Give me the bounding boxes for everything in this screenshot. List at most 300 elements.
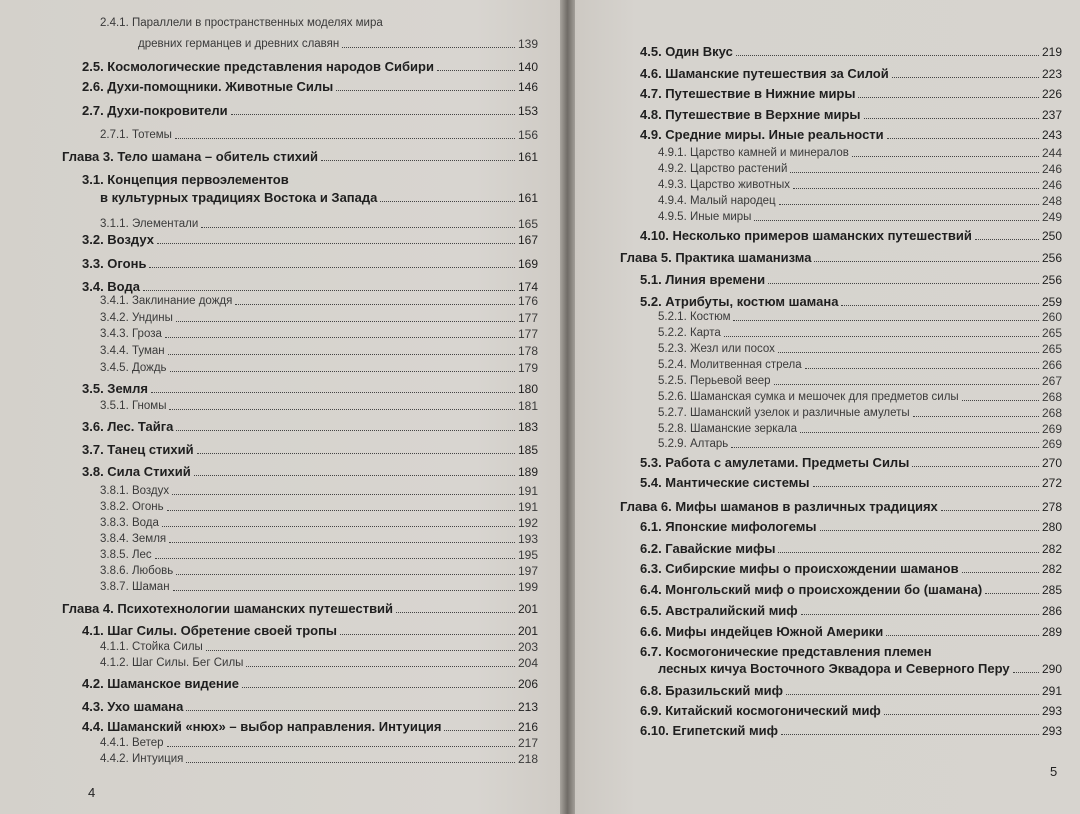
toc-page-number: 260 [1041,310,1062,324]
toc-entry-number: 3.1. [82,172,104,187]
toc-entry[interactable] [100,580,538,594]
toc-entry-title-line1 [82,172,289,187]
dot-leader [801,613,1039,615]
dot-leader [781,733,1039,735]
toc-entry[interactable] [640,45,1062,59]
toc-entry-label: 5.2.6. Шаманская сумка и мешочек для предметов силы [658,391,959,403]
toc-entry-label: 3.4.1. Заклинание дождя [100,295,233,307]
toc-entry-label: 4.3. Ухо шамана [82,699,184,714]
dot-leader [167,509,515,511]
toc-page-number: 174 [517,280,538,294]
toc-page-number: 280 [1041,520,1062,534]
toc-entry-label: 3.6. Лес. Тайга [82,419,174,434]
dot-leader [892,76,1039,78]
toc-page-number: 293 [1041,704,1062,718]
toc-entry-title: Космогонические представления племен [661,644,932,659]
toc-entry-label: 3.4.4. Туман [100,345,165,357]
toc-entry[interactable] [100,656,538,670]
toc-entry-title-line2: лесных кичуа Восточного Эквадора и Северного Перу [658,661,1010,676]
dot-leader [143,289,515,291]
toc-entry-title: Концепция первоэлементов [103,172,289,187]
toc-page-number: 191 [517,484,538,498]
dot-leader [176,573,515,575]
toc-entry[interactable] [640,684,1062,698]
toc-page-number: 140 [517,60,538,74]
toc-entry[interactable] [640,476,1062,490]
toc-page-number: 201 [517,602,538,616]
toc-page-number: 219 [1041,45,1062,59]
toc-page-number: 195 [517,548,538,562]
dot-leader [814,260,1039,262]
dot-leader [194,474,515,476]
dot-leader [779,203,1039,205]
toc-entry[interactable] [640,562,1062,576]
toc-page-number: 282 [1041,542,1062,556]
toc-entry-label: 4.4.2. Интуиция [100,753,184,765]
toc-entry-label: 4.9.5. Иные миры [658,211,752,223]
toc-entry-label: 6.8. Бразильский миф [640,683,783,698]
toc-entry-label: 4.9.2. Царство растений [658,163,788,175]
toc-entry[interactable] [658,162,1062,176]
toc-entry[interactable] [82,60,538,74]
toc-entry-label: 5.2.9. Алтарь [658,438,729,450]
toc-page-number: 178 [517,344,538,358]
toc-entry[interactable] [658,210,1062,224]
dot-leader [201,226,515,228]
toc-entry[interactable] [640,273,1062,287]
toc-entry-label: 5.3. Работа с амулетами. Предметы Силы [640,455,910,470]
toc-entry-label: 4.10. Несколько примеров шаманских путешествий [640,228,972,243]
toc-entry-label: 6.3. Сибирские мифы о происхождении шаманов [640,561,959,576]
dot-leader [157,242,515,244]
toc-entry[interactable] [82,465,538,479]
toc-entry[interactable] [640,128,1062,142]
dot-leader [985,592,1039,594]
toc-entry-label: 3.8.4. Земля [100,533,167,545]
dot-leader [975,238,1039,240]
toc-entry-number: 2.4.1. [100,17,129,29]
toc-page-number: 192 [517,516,538,530]
toc-entry[interactable] [658,178,1062,192]
toc-entry-label: Глава 5. Практика шаманизма [620,250,812,265]
dot-leader [336,89,515,91]
toc-entry[interactable] [82,443,538,457]
toc-page-number: 293 [1041,724,1062,738]
dot-leader [858,96,1038,98]
toc-entry[interactable] [640,67,1062,81]
dot-leader [886,634,1039,636]
toc-entry[interactable] [658,422,1062,436]
toc-entry-label: 4.9.3. Царство животных [658,179,790,191]
dot-leader [887,137,1039,139]
dot-leader [176,320,515,322]
dot-leader [941,509,1039,511]
toc-entry[interactable] [658,326,1062,340]
toc-entry-title-line2: древних германцев и древних славян [138,38,340,50]
toc-entry[interactable] [100,516,538,530]
toc-page-number: 197 [517,564,538,578]
dot-leader [342,46,515,48]
toc-entry[interactable] [640,87,1062,101]
toc-page-number: 243 [1041,128,1062,142]
toc-page-number: 290 [1041,662,1062,676]
toc-page-number: 161 [517,191,538,205]
dot-leader [172,493,515,495]
toc-page-number: 199 [517,580,538,594]
dot-leader [793,187,1039,189]
toc-entry[interactable] [100,399,538,413]
toc-page-number: 237 [1041,108,1062,122]
dot-leader [444,729,515,731]
toc-entry[interactable] [100,294,538,308]
toc-entry[interactable] [640,724,1062,738]
toc-page-number: 156 [517,128,538,142]
dot-leader [176,429,515,431]
toc-page-number: 169 [517,257,538,271]
toc-entry-label: 3.8.3. Вода [100,517,159,529]
toc-entry[interactable] [100,532,538,546]
toc-entry-label: 3.8.1. Воздух [100,485,170,497]
dot-leader [321,159,515,161]
toc-page-number: 259 [1041,295,1062,309]
dot-leader [242,686,515,688]
toc-page-number: 185 [517,443,538,457]
toc-page-number: 218 [517,752,538,766]
toc-entry-label: 4.1.2. Шаг Силы. Бег Силы [100,657,244,669]
toc-entry-label: 4.4.1. Ветер [100,737,164,749]
toc-entry-label: 2.6. Духи-помощники. Животные Силы [82,79,334,94]
toc-page-number: 183 [517,420,538,434]
toc-entry[interactable] [82,677,538,691]
toc-entry-label: 3.8.5. Лес [100,549,152,561]
toc-entry[interactable] [100,564,538,578]
toc-page-number: 161 [517,150,538,164]
dot-leader [175,137,515,139]
toc-entry-label: 5.2.3. Жезл или посох [658,343,775,355]
toc-entry[interactable] [100,548,538,562]
toc-entry-label: 5.2.4. Молитвенная стрела [658,359,802,371]
toc-entry[interactable] [82,80,538,94]
toc-entry-label: 4.1.1. Стойка Силы [100,641,203,653]
toc-page-number: 256 [1041,273,1062,287]
dot-leader [380,200,515,202]
toc-entry-number: 6.7. [640,644,662,659]
toc-entry-label: 6.2. Гавайские мифы [640,541,776,556]
toc-entry[interactable] [100,484,538,498]
dot-leader [149,266,515,268]
toc-entry-label: 3.5.1. Гномы [100,400,167,412]
toc-entry[interactable] [138,37,538,51]
toc-entry-title-line2: в культурных традициях Востока и Запада [100,190,378,205]
toc-entry[interactable] [100,500,538,514]
toc-entry[interactable] [82,420,538,434]
toc-entry-label: 4.8. Путешествие в Верхние миры [640,107,861,122]
dot-leader [170,370,515,372]
toc-entry-label: 3.8. Сила Стихий [82,464,191,479]
dot-leader [186,761,515,763]
toc-entry[interactable] [658,374,1062,388]
toc-entry-label: 3.5. Земля [82,381,148,396]
toc-entry-label: 5.2.8. Шаманские зеркала [658,423,798,435]
toc-entry[interactable] [620,251,1062,265]
toc-page-number: 268 [1041,390,1062,404]
toc-entry-label: 4.6. Шаманские путешествия за Силой [640,66,889,81]
toc-entry-label: 2.7. Духи-покровители [82,103,228,118]
toc-entry[interactable] [100,752,538,766]
dot-leader [165,336,515,338]
toc-page-number: 248 [1041,194,1062,208]
toc-entry-label: 3.4. Вода [82,279,140,294]
toc-entry[interactable] [640,295,1062,309]
toc-entry-label: 3.3. Огонь [82,256,147,271]
dot-leader [231,113,515,115]
toc-entry-label: 6.6. Мифы индейцев Южной Америки [640,624,884,639]
toc-entry-title-line1 [100,17,383,29]
toc-page-number: 249 [1041,210,1062,224]
toc-entry-label: 3.1.1. Элементали [100,218,199,230]
toc-page-number: 206 [517,677,538,691]
toc-entry-label: Глава 3. Тело шамана – обитель стихий [62,149,318,164]
dot-leader [206,649,515,651]
toc-page-number: 165 [517,217,538,231]
toc-page-number: 246 [1041,178,1062,192]
dot-leader [754,219,1039,221]
toc-entry-label: 4.9.1. Царство камней и минералов [658,147,849,159]
toc-page-number: 223 [1041,67,1062,81]
dot-leader [884,713,1039,715]
toc-page-number: 181 [517,399,538,413]
toc-entry-label: 3.4.3. Гроза [100,328,162,340]
toc-entry[interactable] [620,500,1062,514]
toc-page-number: 278 [1041,500,1062,514]
toc-entry-label: 6.10. Египетский миф [640,723,779,738]
toc-page-number: 177 [517,311,538,325]
toc-entry[interactable] [100,311,538,325]
toc-entry-label: Глава 6. Мифы шаманов в различных традициях [620,499,938,514]
toc-entry[interactable] [658,310,1062,324]
toc-entry-label: 4.9.4. Малый народец [658,195,776,207]
dot-leader [913,415,1039,417]
toc-entry[interactable] [62,602,538,616]
toc-entry[interactable] [62,150,538,164]
toc-page-number: 285 [1041,583,1062,597]
dot-leader [912,465,1039,467]
toc-page-number: 203 [517,640,538,654]
dot-leader [805,367,1039,369]
toc-entry-label: 5.4. Мантические системы [640,475,810,490]
toc-entry[interactable] [100,327,538,341]
toc-entry[interactable] [640,520,1062,534]
toc-entry-label: 6.4. Монгольский миф о происхождении бо (шамана) [640,582,983,597]
dot-leader [167,745,515,747]
toc-entry-label: 4.5. Один Вкус [640,44,733,59]
toc-page-number: 139 [517,37,538,51]
toc-page-number: 269 [1041,422,1062,436]
toc-entry[interactable] [100,361,538,375]
toc-page-number: 268 [1041,406,1062,420]
dot-leader [778,351,1039,353]
dot-leader [962,571,1039,573]
toc-entry-label: 5.1. Линия времени [640,272,766,287]
toc-page-number: 244 [1041,146,1062,160]
toc-entry[interactable] [658,662,1062,676]
toc-page-number: 216 [517,720,538,734]
toc-entry-label: 2.7.1. Тотемы [100,129,172,141]
toc-entry-title: Параллели в пространственных моделях мира [128,17,383,29]
toc-page-number: 282 [1041,562,1062,576]
dot-leader [786,693,1039,695]
toc-entry[interactable] [658,358,1062,372]
dot-leader [724,335,1039,337]
toc-page-number: 146 [517,80,538,94]
toc-entry-label: 3.2. Воздух [82,232,154,247]
dot-leader [852,155,1039,157]
toc-entry[interactable] [640,604,1062,618]
left-page-number: 4 [88,785,96,800]
toc-entry-label: 6.5. Австралийский миф [640,603,798,618]
toc-entry[interactable] [658,146,1062,160]
toc-entry-label: 5.2.5. Перьевой веер [658,375,771,387]
toc-entry[interactable] [640,108,1062,122]
dot-leader [168,353,515,355]
dot-leader [151,391,515,393]
toc-page-number: 266 [1041,358,1062,372]
toc-entry[interactable] [100,344,538,358]
toc-entry[interactable] [82,280,538,294]
toc-entry[interactable] [100,191,538,205]
toc-entry[interactable] [658,406,1062,420]
toc-page-number: 153 [517,104,538,118]
toc-page-number: 191 [517,500,538,514]
toc-entry-label: 4.4. Шаманский «нюх» – выбор направления. Интуиция [82,719,442,734]
dot-leader [778,551,1039,553]
toc-page-number: 176 [517,294,538,308]
toc-entry[interactable] [640,704,1062,718]
toc-entry-label: 3.8.2. Огонь [100,501,164,513]
dot-leader [800,431,1039,433]
toc-entry-label: 2.5. Космологические представления народов Сибири [82,59,434,74]
toc-page-number: 201 [517,624,538,638]
toc-entry-label: 3.7. Танец стихий [82,442,194,457]
toc-entry-label: 5.2.7. Шаманский узелок и различные амулеты [658,407,910,419]
toc-page-number: 265 [1041,326,1062,340]
toc-entry[interactable] [82,700,538,714]
toc-entry-label: 3.8.7. Шаман [100,581,170,593]
book-gutter [560,0,575,814]
dot-leader [437,69,515,71]
dot-leader [813,485,1039,487]
dot-leader [768,282,1039,284]
dot-leader [173,589,515,591]
toc-page-number: 217 [517,736,538,750]
toc-page-number: 269 [1041,437,1062,451]
toc-entry[interactable] [658,390,1062,404]
dot-leader [169,541,515,543]
toc-entry[interactable] [658,342,1062,356]
toc-page-number: 265 [1041,342,1062,356]
dot-leader [186,709,515,711]
toc-page-number: 250 [1041,229,1062,243]
dot-leader [790,171,1039,173]
toc-entry[interactable] [82,382,538,396]
toc-entry[interactable] [82,104,538,118]
toc-page-number: 289 [1041,625,1062,639]
dot-leader [162,525,515,527]
toc-entry[interactable] [640,456,1062,470]
dot-leader [731,446,1039,448]
toc-entry[interactable] [640,625,1062,639]
toc-entry-label: 5.2. Атрибуты, костюм шамана [640,294,839,309]
toc-page-number: 180 [517,382,538,396]
toc-entry[interactable] [640,542,1062,556]
toc-page-number: 226 [1041,87,1062,101]
toc-entry[interactable] [640,229,1062,243]
dot-leader [155,557,515,559]
toc-page-number: 189 [517,465,538,479]
toc-page-number: 204 [517,656,538,670]
dot-leader [340,633,515,635]
toc-page-number: 291 [1041,684,1062,698]
toc-page-number: 256 [1041,251,1062,265]
dot-leader [235,303,515,305]
toc-entry[interactable] [82,257,538,271]
dot-leader [962,399,1039,401]
dot-leader [841,304,1039,306]
dot-leader [864,117,1039,119]
toc-entry-label: 4.7. Путешествие в Нижние миры [640,86,856,101]
toc-entry-label: Глава 4. Психотехнологии шаманских путешествий [62,601,394,616]
right-page-number: 5 [1050,764,1058,779]
toc-page-number: 286 [1041,604,1062,618]
dot-leader [197,452,515,454]
toc-entry-label: 5.2.2. Карта [658,327,721,339]
toc-page-number: 177 [517,327,538,341]
toc-entry[interactable] [82,720,538,734]
toc-entry[interactable] [658,437,1062,451]
dot-leader [736,54,1039,56]
toc-entry[interactable] [100,217,538,231]
toc-entry[interactable] [82,233,538,247]
toc-entry[interactable] [100,640,538,654]
toc-entry[interactable] [82,624,538,638]
toc-entry-title-line1 [640,644,932,659]
dot-leader [1013,671,1039,673]
toc-entry[interactable] [658,194,1062,208]
toc-page-number: 246 [1041,162,1062,176]
toc-entry-label: 3.4.2. Ундины [100,312,173,324]
toc-entry-label: 4.1. Шаг Силы. Обретение своей тропы [82,623,338,638]
toc-page-number: 267 [1041,374,1062,388]
dot-leader [396,611,515,613]
toc-page-number: 193 [517,532,538,546]
toc-entry[interactable] [100,128,538,142]
toc-entry[interactable] [640,583,1062,597]
dot-leader [169,408,515,410]
toc-entry-label: 4.9. Средние миры. Иные реальности [640,127,884,142]
dot-leader [820,529,1039,531]
toc-entry-label: 6.9. Китайский космогонический миф [640,703,881,718]
toc-entry-label: 6.1. Японские мифологемы [640,519,817,534]
toc-entry-label: 4.2. Шаманское видение [82,676,240,691]
toc-page-number: 179 [517,361,538,375]
toc-page-number: 213 [517,700,538,714]
dot-leader [774,383,1039,385]
toc-entry[interactable] [100,736,538,750]
toc-page-number: 272 [1041,476,1062,490]
toc-page-number: 167 [517,233,538,247]
toc-page-number: 270 [1041,456,1062,470]
toc-entry-label: 5.2.1. Костюм [658,311,731,323]
